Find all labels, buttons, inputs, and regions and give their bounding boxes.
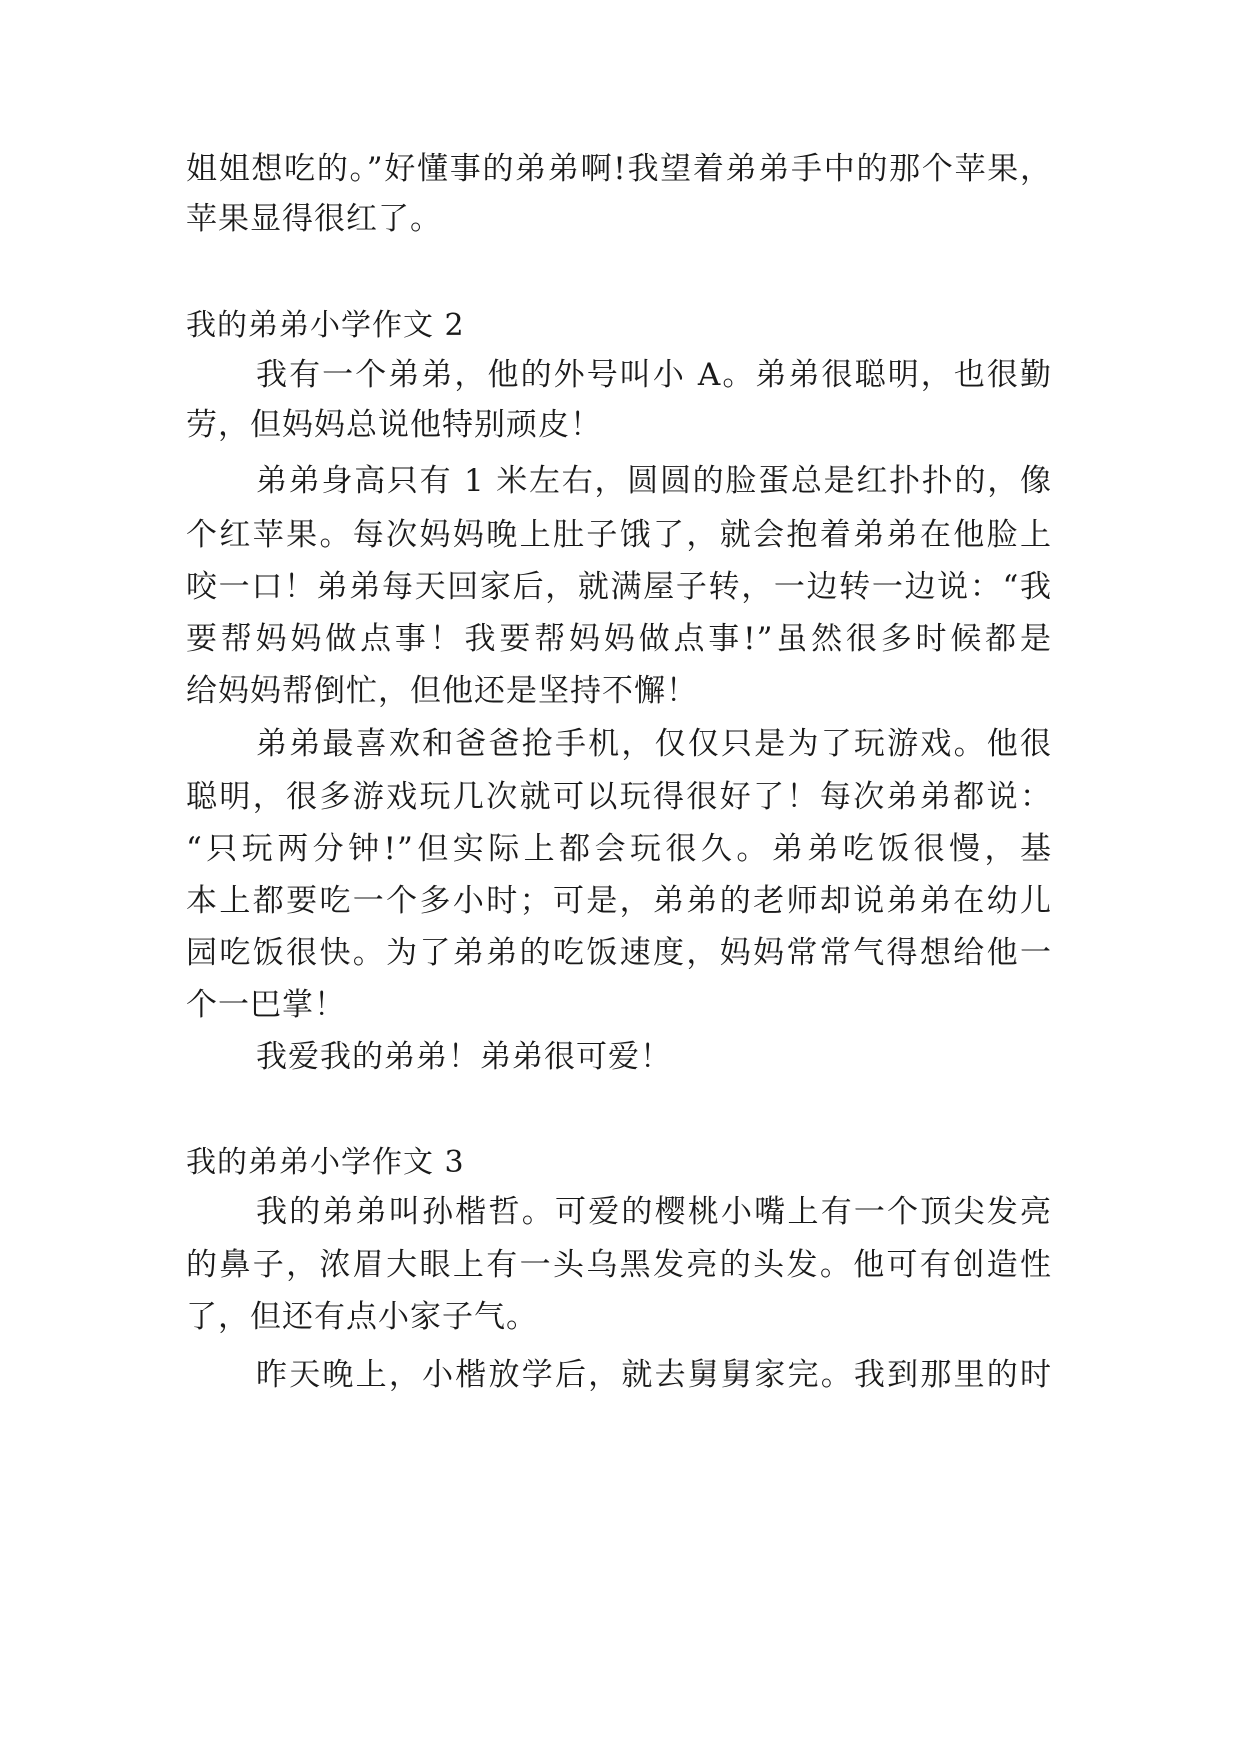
- text-line: 聪明，很多游戏玩几次就可以玩得很好了！每次弟弟都说：: [186, 779, 1052, 815]
- text-line: 本上都要吃一个多小时；可是，弟弟的老师却说弟弟在幼儿: [186, 883, 1052, 919]
- text-line: 园吃饭很快。为了弟弟的吃饭速度，妈妈常常气得想给他一: [186, 935, 1052, 971]
- text-line: 我有一个弟弟，他的外号叫小 A。弟弟很聪明，也很勤: [256, 357, 1052, 393]
- text-line: 昨天晚上，小楷放学后，就去舅舅家完。我到那里的时: [256, 1357, 1052, 1393]
- text-line: 个一巴掌！: [186, 987, 346, 1023]
- essay-3-title: 我的弟弟小学作文 3: [186, 1145, 465, 1180]
- text-line: 苹果显得很红了。: [186, 201, 442, 237]
- text-line: 给妈妈帮倒忙，但他还是坚持不懈！: [186, 673, 698, 709]
- text-line: 姐姐想吃的。”好懂事的弟弟啊!我望着弟弟手中的那个苹果，: [186, 151, 1052, 187]
- text-line: 弟弟身高只有 1 米左右，圆圆的脸蛋总是红扑扑的，像: [256, 463, 1052, 499]
- text-line: 咬一口！弟弟每天回家后，就满屋子转，一边转一边说：“我: [186, 569, 1052, 605]
- text-line: 的鼻子，浓眉大眼上有一头乌黑发亮的头发。他可有创造性: [186, 1247, 1052, 1283]
- text-line: 个红苹果。每次妈妈晚上肚子饿了，就会抱着弟弟在他脸上: [186, 517, 1052, 553]
- text-line: “只玩两分钟!”但实际上都会玩很久。弟弟吃饭很慢，基: [186, 831, 1052, 867]
- text-line: 要帮妈妈做点事！我要帮妈妈做点事!”虽然很多时候都是: [186, 621, 1052, 657]
- text-line: 弟弟最喜欢和爸爸抢手机，仅仅只是为了玩游戏。他很: [256, 726, 1052, 762]
- text-line: 我爱我的弟弟！弟弟很可爱！: [256, 1039, 672, 1075]
- text-line: 我的弟弟叫孙楷哲。可爱的樱桃小嘴上有一个顶尖发亮: [256, 1194, 1052, 1230]
- text-line: 了，但还有点小家子气。: [186, 1299, 538, 1335]
- text-line: 劳，但妈妈总说他特别顽皮！: [186, 407, 602, 443]
- essay-2-title: 我的弟弟小学作文 2: [186, 308, 465, 343]
